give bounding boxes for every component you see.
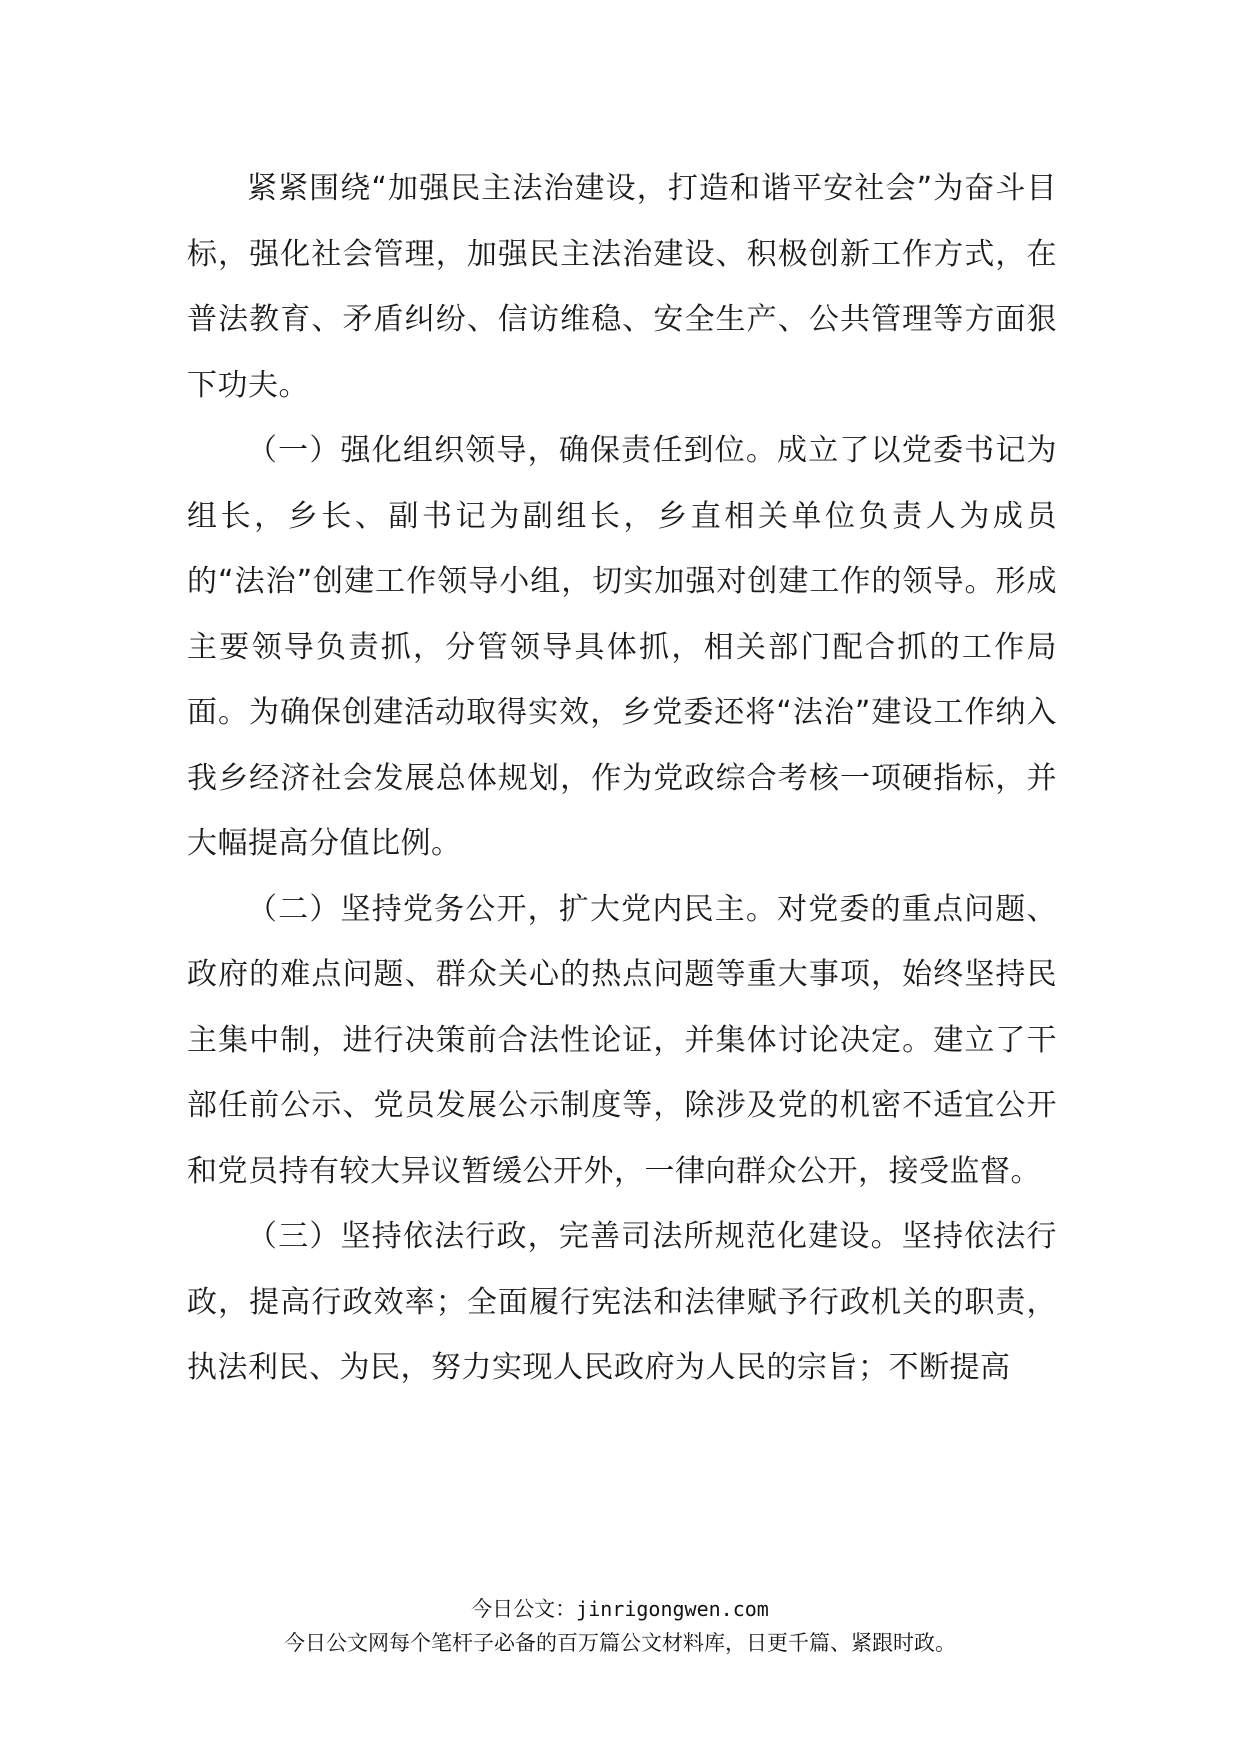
- paragraph-section-3: （三）坚持依法行政，完善司法所规范化建设。坚持依法行政，提高行政效率；全面履行宪法和法律赋予行政机关的职责，执法利民、为民，努力实现人民政府为人民的宗旨；不断提高: [187, 1219, 1057, 1385]
- footer-site-label: 今日公文：: [471, 1597, 577, 1621]
- paragraph-section-1: （一）强化组织领导，确保责任到位。成立了以党委书记为组长，乡长、副书记为副组长，乡直相关单位负责人为成员的“法治”创建工作领导小组，切实加强对创建工作的领导。形成主要领导负责抓，分管领导具体抓，相关部门配合抓的工作局面。为确保创建活动取得实效，乡党委还将“法治”建设工作纳入我乡经济社会发展总体规划，作为党政综合考核一项硬指标，并大幅提高分值比例。: [187, 433, 1057, 861]
- footer-tagline: 今日公文网每个笔杆子必备的百万篇公文材料库，日更千篇、紧跟时政。: [284, 1631, 956, 1655]
- paragraph-section-2: （二）坚持党务公开，扩大党内民主。对党委的重点问题、政府的难点问题、群众关心的热点问题等重大事项，始终坚持民主集中制，进行决策前合法性论证，并集体讨论决定。建立了干部任前公示、党员发展公示制度等，除涉及党的机密不适宜公开和党员持有较大异议暂缓公开外，一律向群众公开，接受监督。: [187, 891, 1057, 1189]
- document-body: [187, 156, 1057, 1401]
- paragraph-intro: 紧紧围绕“加强民主法治建设，打造和谐平安社会”为奋斗目标，强化社会管理，加强民主法治建设、积极创新工作方式，在普法教育、矛盾纠纷、信访维稳、安全生产、公共管理等方面狠下功夫。: [187, 171, 1057, 403]
- footer-site-line: [0, 1593, 1240, 1623]
- footer-site-url[interactable]: jinrigongwen.com: [576, 1597, 769, 1621]
